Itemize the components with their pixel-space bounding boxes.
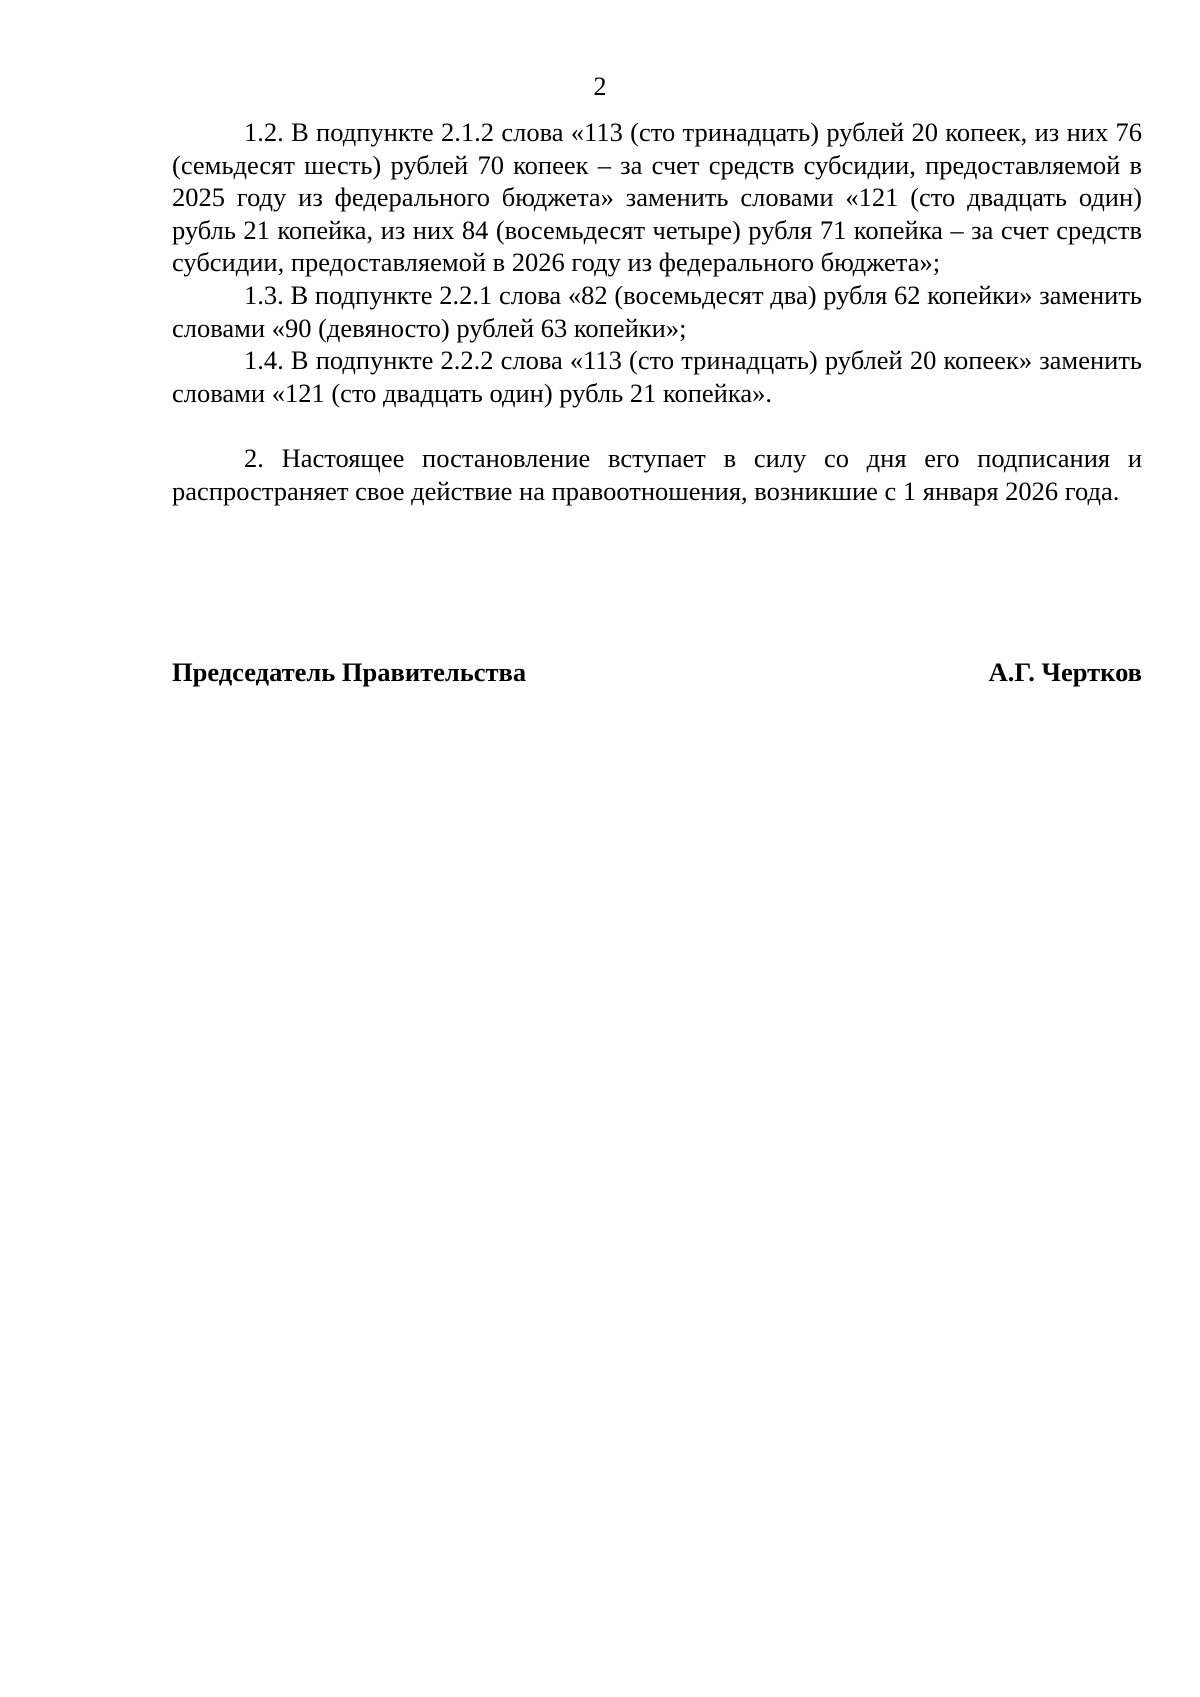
signature-block bbox=[172, 656, 1142, 690]
paragraph-1-2: 1.2. В подпункте 2.1.2 слова «113 (сто тринадцать) рублей 20 копеек, из них 76 (семьдесят шесть) рублей 70 копеек – за счет средств субсидии, предоставляемой в 2025 году из федерального бюджета» заменить словами «121 (сто двадцать один) рубль 21 копейка, из них 84 (восемьдесят четыре) рубля 71 копейка – за счет средств субсидии, предоставляемой в 2026 году из федерального бюджета»; bbox=[172, 117, 1142, 278]
document-body bbox=[172, 116, 1142, 507]
signatory-position: Председатель Правительства bbox=[172, 657, 527, 687]
paragraph-2: 2. Настоящее постановление вступает в силу со дня его подписания и распространяет свое действие на правоотношения, возникшие с 1 января 2026 года. bbox=[172, 442, 1142, 506]
signatory-name: А.Г. Чертков bbox=[988, 657, 1142, 687]
paragraph-spacer bbox=[172, 409, 1142, 442]
page-number: 2 bbox=[593, 72, 607, 101]
paragraph-1-3: 1.3. В подпункте 2.2.1 слова «82 (восемьдесят два) рубля 62 копейки» заменить словами «90 (девяносто) рублей 63 копейки»; bbox=[172, 279, 1142, 343]
paragraph-1-4: 1.4. В подпункте 2.2.2 слова «113 (сто тринадцать) рублей 20 копеек» заменить словами «121 (сто двадцать один) рубль 21 копейка». bbox=[172, 345, 1142, 408]
